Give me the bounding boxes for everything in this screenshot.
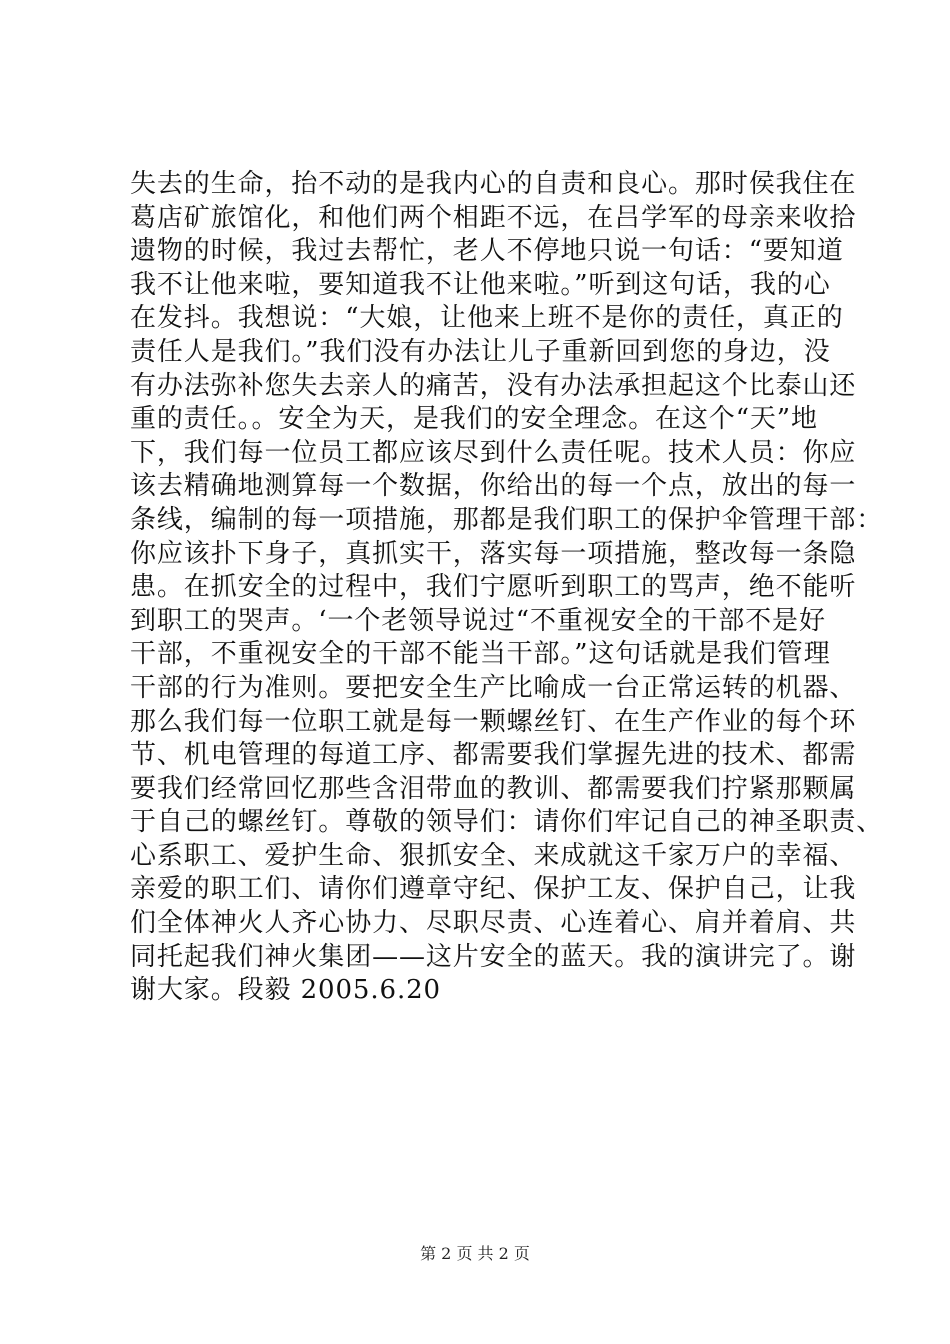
page-number-label: 第 2 页 共 2 页 — [420, 1244, 530, 1263]
text-line: 要我们经常回忆那些含泪带血的教训、都需要我们拧紧那颗属 — [130, 773, 857, 804]
page-footer — [0, 1242, 950, 1266]
text-line: 节、机电管理的每道工序、都需要我们掌握先进的技术、都需 — [130, 740, 857, 771]
text-line: 干部的行为准则。要把安全生产比喻成一台正常运转的机器、 — [130, 672, 857, 703]
text-line: 心系职工、爱护生命、狠抓安全、来成就这千家万户的幸福、 — [130, 840, 857, 871]
text-line: 遗物的时候，我过去帮忙，老人不停地只说一句话：“要知道 — [130, 236, 844, 267]
text-line: 你应该扑下身子，真抓实干，落实每一项措施，整改每一条隐 — [130, 538, 857, 569]
text-line: 葛店矿旅馆化，和他们两个相距不远，在吕学军的母亲来收拾 — [130, 202, 857, 233]
text-line: 们全体神火人齐心协力、尽职尽责、心连着心、肩并着肩、共 — [130, 908, 857, 939]
text-line: 于自己的螺丝钉。尊敬的领导们：请你们牢记自己的神圣职责、 — [130, 807, 884, 838]
text-line: 我不让他来啦，要知道我不让他来啦。”听到这句话，我的心 — [130, 269, 831, 300]
text-line: 亲爱的职工们、请你们遵章守纪、保护工友、保护自己，让我 — [130, 874, 857, 905]
text-line: 在发抖。我想说：“大娘，让他来上班不是你的责任，真正的 — [130, 303, 844, 334]
text-line: 责任人是我们。”我们没有办法让儿子重新回到您的身边，没 — [130, 336, 831, 367]
text-line: 谢大家。段毅 2005.6.20 — [130, 975, 441, 1006]
body-text — [130, 168, 884, 1008]
text-line: 条线，编制的每一项措施，那都是我们职工的保护伞管理干部： — [130, 504, 884, 535]
text-line: 同托起我们神火集团——这片安全的蓝天。我的演讲完了。谢 — [130, 941, 857, 972]
text-line: 到职工的哭声。‘一个老领导说过“不重视安全的干部不是好 — [130, 605, 826, 636]
text-line: 失去的生命，抬不动的是我内心的自责和良心。那时侯我住在 — [130, 169, 857, 199]
text-line: 有办法弥补您失去亲人的痛苦，没有办法承担起这个比泰山还 — [130, 370, 857, 401]
text-line: 那么我们每一位职工就是每一颗螺丝钉、在生产作业的每个环 — [130, 706, 857, 737]
text-line: 下，我们每一位员工都应该尽到什么责任呢。技术人员：你应 — [130, 437, 857, 468]
text-line: 重的责任。。安全为天，是我们的安全理念。在这个“天”地 — [130, 404, 818, 435]
text-line: 该去精确地测算每一个数据，你给出的每一个点，放出的每一 — [130, 471, 857, 502]
text-line: 干部，不重视安全的干部不能当干部。”这句话就是我们管理 — [130, 639, 831, 670]
text-line: 患。在抓安全的过程中，我们宁愿听到职工的骂声，绝不能听 — [130, 572, 857, 603]
